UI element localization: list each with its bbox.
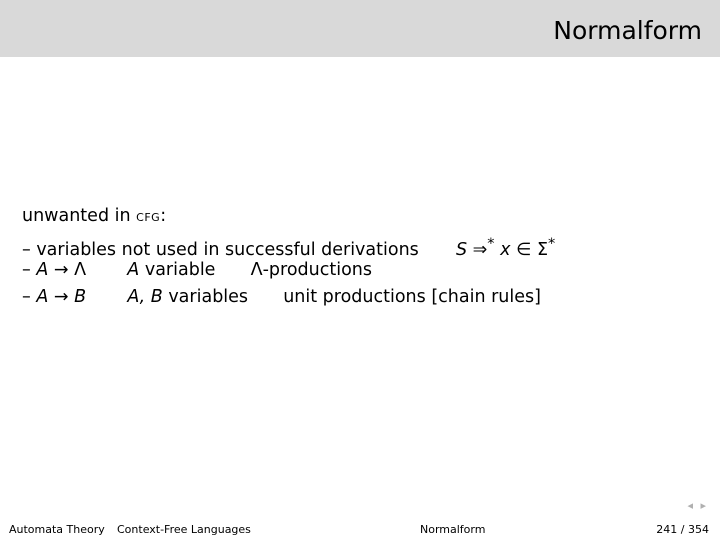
bullet-dash-1: –	[22, 239, 31, 260]
line1-math-x: x	[500, 239, 511, 260]
footer-subsection: Normalform	[420, 523, 486, 536]
line3-math-ab: A, B	[127, 287, 163, 307]
line2-variable: variable	[144, 260, 216, 280]
line2-productions: -productions	[262, 260, 372, 280]
line2-math-lambda2: Λ	[250, 260, 263, 280]
line3-variables: variables	[168, 287, 249, 307]
line3-math-a: A	[36, 287, 49, 307]
line2-math-lambda: Λ	[74, 260, 87, 280]
line1-math-sigma: Σ	[536, 239, 548, 260]
line2-math-a: A	[36, 260, 49, 280]
footer	[0, 521, 720, 539]
line1-math-s: S	[455, 239, 468, 260]
intro-text: unwanted in	[22, 206, 131, 226]
intro-cfg: cfg	[136, 207, 161, 225]
line1-math-arrow: ⇒	[472, 239, 488, 260]
line1-math-star: *	[487, 235, 495, 252]
slide-content	[22, 203, 555, 311]
intro-line	[22, 203, 555, 230]
bullet-line-1	[22, 230, 556, 260]
bullet-dash-3: –	[22, 287, 31, 307]
footer-section: Context-Free Languages	[117, 523, 251, 536]
line2-math-arrow: →	[53, 260, 69, 280]
line3-unit: unit productions [chain rules]	[283, 287, 541, 307]
bullet-line-3	[22, 284, 555, 311]
nav-arrows-icon[interactable]: ◂ ▸	[687, 499, 708, 512]
line3-math-b: B	[74, 287, 87, 307]
slide-title: Normalform	[553, 16, 702, 45]
navigation-arrows[interactable]	[687, 499, 708, 512]
footer-course: Automata Theory	[9, 523, 105, 536]
line3-math-arrow: →	[53, 287, 69, 307]
line1-math-star2: *	[548, 235, 556, 252]
line1-math-in: ∈	[516, 239, 532, 260]
intro-colon: :	[160, 206, 167, 226]
line1-text: variables not used in successful derivations	[36, 239, 419, 260]
footer-page-number: 241 / 354	[656, 523, 709, 536]
bullet-line-2	[22, 257, 555, 284]
title-bar	[0, 0, 720, 57]
line2-math-a2: A	[127, 260, 140, 280]
bullet-dash-2: –	[22, 260, 31, 280]
